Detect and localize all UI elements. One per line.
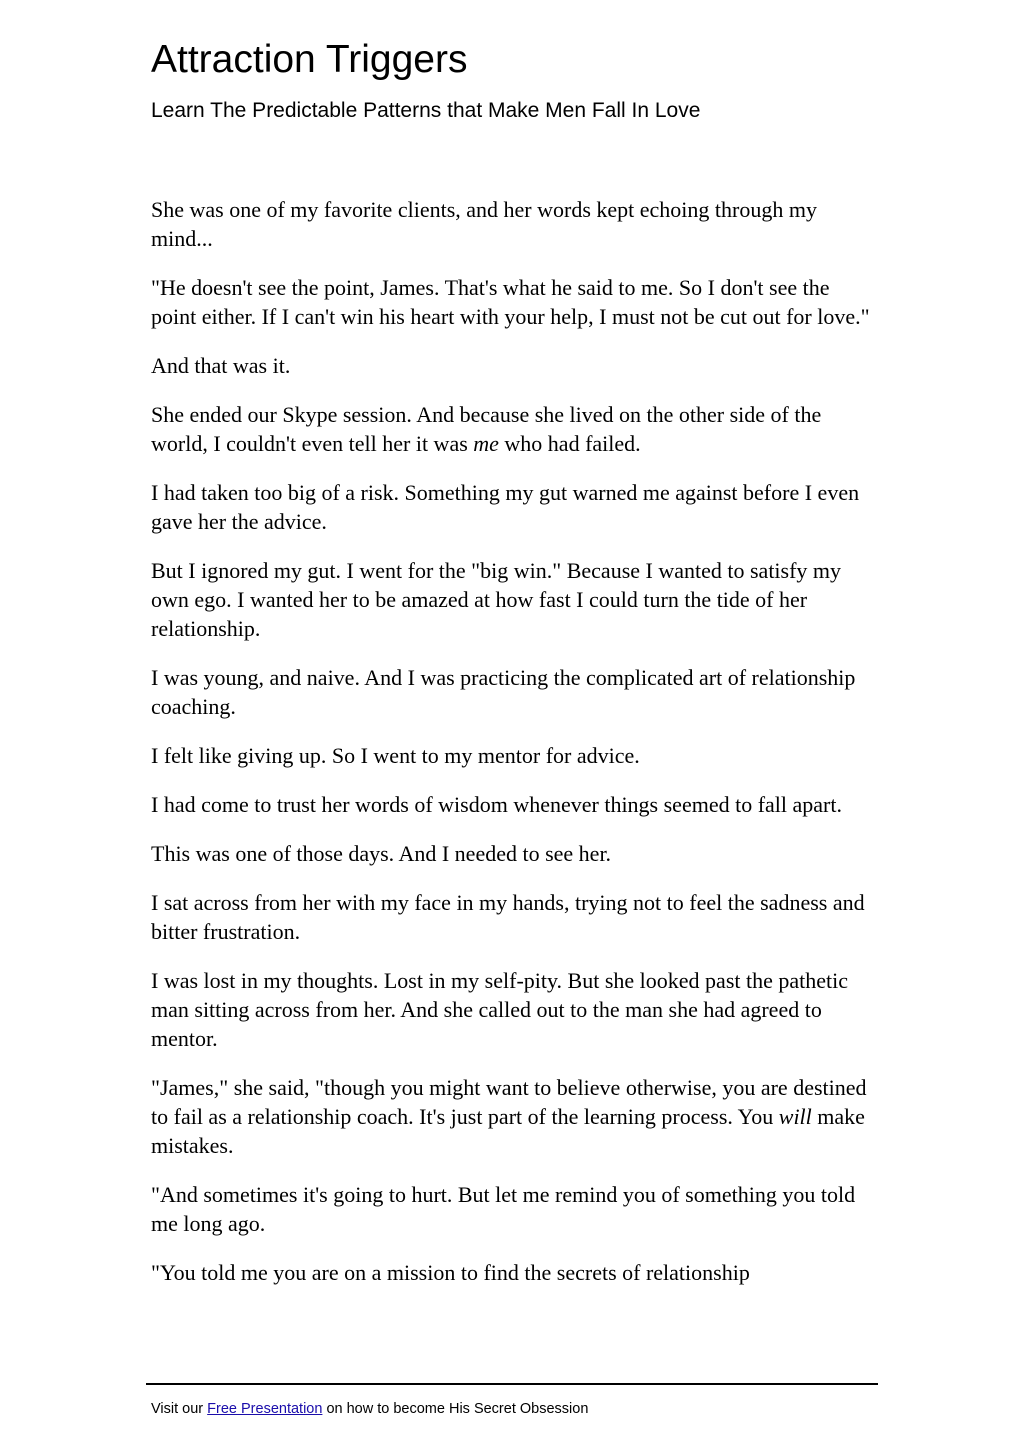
paragraph: "And sometimes it's going to hurt. But let me remind you of something you told me long ago.: [151, 1182, 856, 1236]
footer: [151, 1399, 588, 1419]
paragraph: I was young, and naive. And I was practicing the complicated art of relationship coaching.: [151, 665, 856, 719]
article-body: [151, 195, 876, 1307]
document-title: Attraction Triggers: [151, 38, 468, 81]
paragraph-text: who had failed.: [498, 431, 641, 456]
footer-prefix-text: Visit our: [151, 1401, 208, 1417]
paragraph: She was one of my favorite clients, and her words kept echoing through my mind...: [151, 197, 817, 251]
footer-divider: [146, 1383, 878, 1385]
document-subtitle: Learn The Predictable Patterns that Make Men Fall In Love: [151, 99, 701, 122]
footer-suffix-text: on how to become His Secret Obsession: [322, 1401, 589, 1417]
paragraph: I had taken too big of a risk. Something my gut warned me against before I even gave her the advice.: [151, 480, 860, 534]
paragraph: This was one of those days. And I needed to see her.: [151, 841, 612, 866]
paragraph: "You told me you are on a mission to find the secrets of relationship: [151, 1260, 750, 1285]
paragraph: I felt like giving up. So I went to my mentor for advice.: [151, 743, 640, 768]
paragraph: I sat across from her with my face in my hands, trying not to feel the sadness and bitter frustration.: [151, 890, 865, 944]
paragraph-text: "James," she said, "though you might want to believe otherwise, you are destined to fail as a relationship coach. It's just part of the learning process. You: [151, 1075, 867, 1129]
paragraph: I had come to trust her words of wisdom whenever things seemed to fall apart.: [151, 792, 842, 817]
emphasis-text: will: [778, 1104, 812, 1129]
paragraph-text: She ended our Skype session. And because she lived on the other side of the world, I couldn't even tell her it was: [151, 402, 822, 456]
paragraph: [151, 1073, 876, 1160]
paragraph: [151, 400, 876, 458]
paragraph: And that was it.: [151, 353, 291, 378]
free-presentation-link[interactable]: Free Presentation: [207, 1401, 323, 1417]
paragraph: "He doesn't see the point, James. That's what he said to me. So I don't see the point either. If I can't win his heart with your help, I must not be cut out for love.": [151, 275, 870, 329]
paragraph-text: make mistakes.: [151, 1104, 865, 1158]
paragraph: But I ignored my gut. I went for the "big win." Because I wanted to satisfy my own ego. I wanted her to be amazed at how fast I could turn the tide of her relationship.: [151, 558, 842, 641]
emphasis-text: me: [473, 431, 499, 456]
paragraph: I was lost in my thoughts. Lost in my self-pity. But she looked past the pathetic man sitting across from her. And she called out to the man she had agreed to mentor.: [151, 968, 848, 1051]
